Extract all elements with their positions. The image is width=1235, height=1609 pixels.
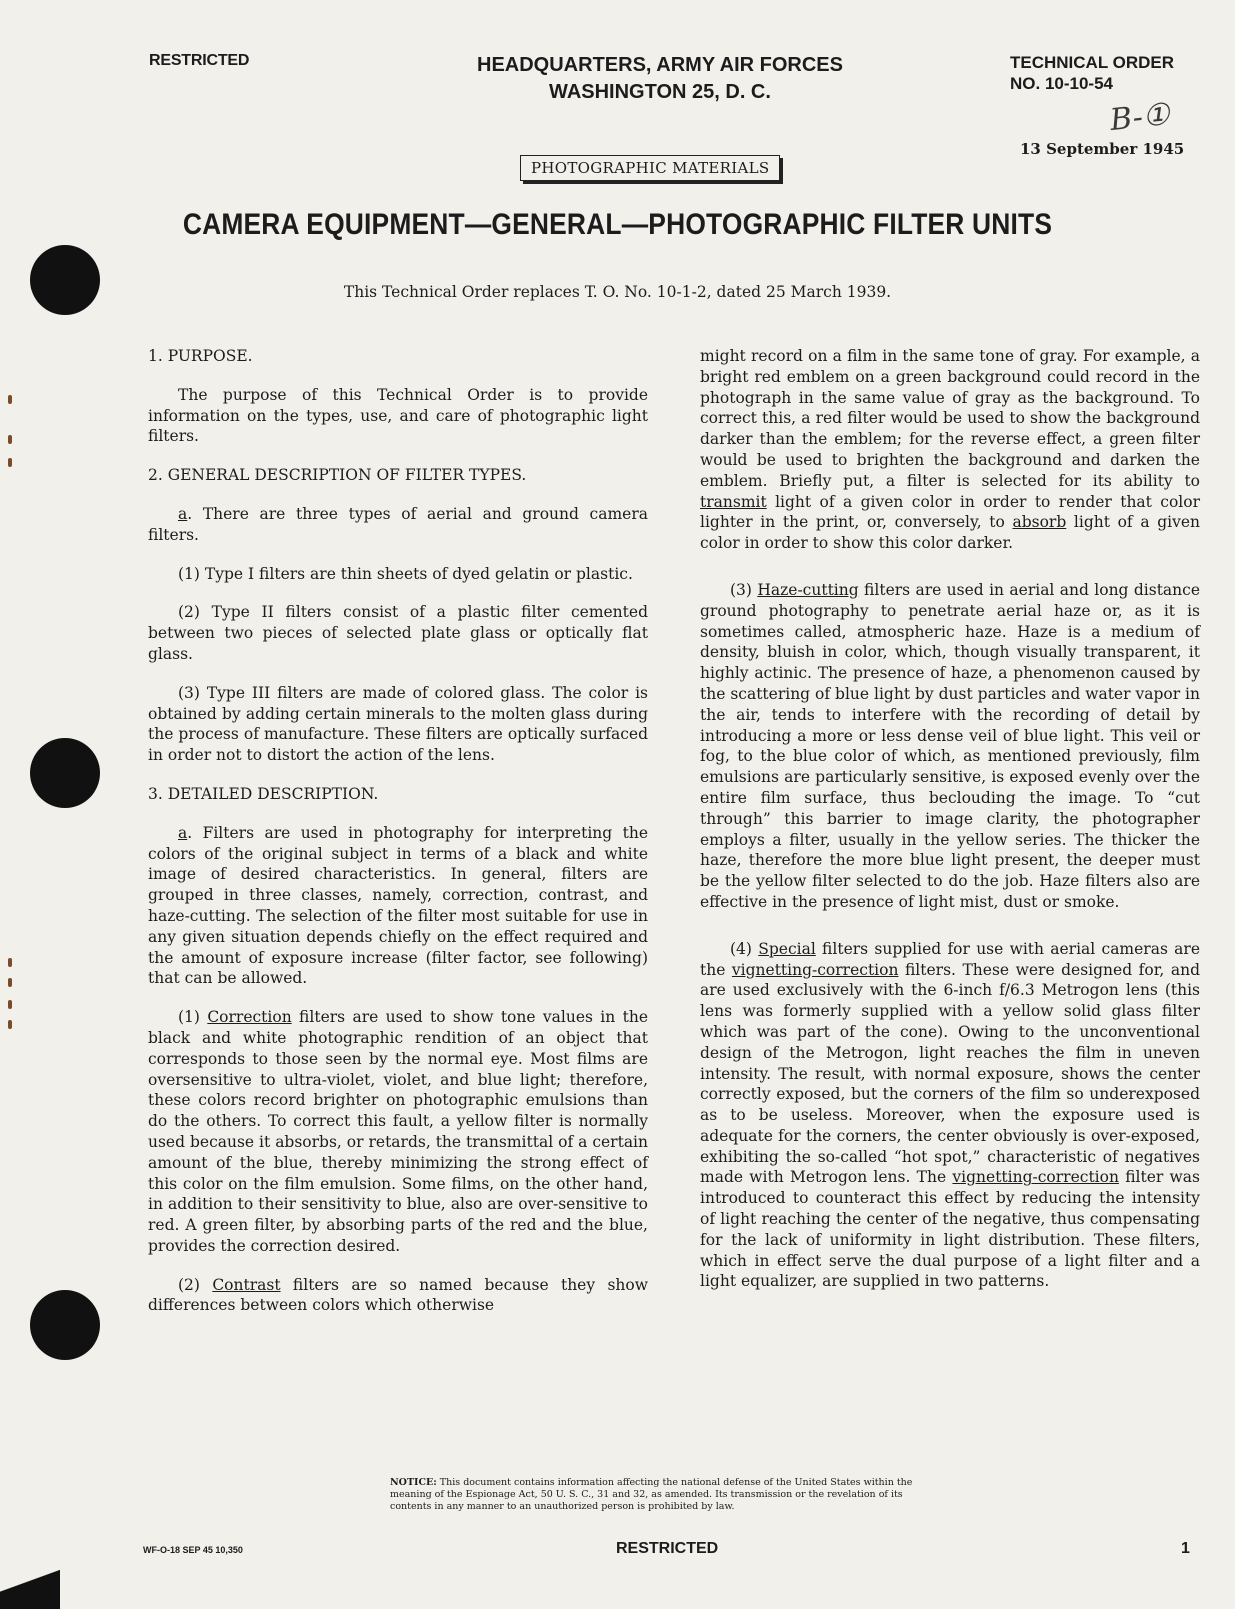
to-number: NO. 10-10-54 — [1010, 74, 1113, 93]
to-label: TECHNICAL ORDER — [1010, 53, 1175, 72]
para-label: a — [178, 504, 188, 523]
type-3-paragraph: (3) Type III filters are made of colored glass. The color is obtained by adding certain minerals to the molten glass during the process of manufacture. These filters are optically surfaced in order not to distort the action of the lens. — [148, 683, 648, 765]
para-label: a — [178, 823, 188, 842]
term-transmit: transmit — [700, 492, 767, 511]
section-1-text: The purpose of this Technical Order is to provide information on the types, use, and care of photographic light filters. — [148, 385, 648, 446]
section-2a-paragraph: a. There are three types of aerial and ground camera filters. — [148, 504, 648, 544]
technical-order-number — [1010, 52, 1174, 94]
section-2-heading: 2. GENERAL DESCRIPTION OF FILTER TYPES. — [148, 466, 527, 485]
category-box: PHOTOGRAPHIC MATERIALS — [520, 155, 780, 181]
binding-mark-icon — [8, 978, 12, 987]
binding-mark-icon — [8, 1020, 12, 1029]
term-vignetting-correction: vignetting-correction — [731, 960, 899, 979]
supersedes-note: This Technical Order replaces T. O. No. 10-1-2, dated 25 March 1939. — [343, 283, 892, 301]
left-column — [148, 346, 648, 1334]
section-3a-paragraph: a. Filters are used in photography for interpreting the colors of the original subject in terms of a black and white image of desired characteristics. In general, filters are grouped in three classes, namely, correction, contrast, and haze-cutting. The selection of the filter most suitable for use in any given situation depends chiefly on the effect required and the amount of exposure increase (filter factor, see following) that can be allowed. — [148, 823, 648, 988]
issue-date: 13 September 1945 — [1020, 140, 1185, 158]
special-filters-paragraph: (4) Special filters supplied for use with aerial cameras are the vignetting-correction filters. These were designed for, and are used exclusively with the 6-inch f/6.3 Metrogon lens (this lens was formerly supplied with a yellow solid glass filter which was part of the cone). Owing to the unconventional design of the Metrogon, light reaches the film in uneven intensity. The result, with normal exposure, shows the center correctly exposed, but the corners of the film so underexposed as to be useless. Moreover, when the exposure used is adequate for the corners, the center obviously is over-exposed, exhibiting the so-called “hot spot,” characteristic of negatives made with Metrogon lens. The vignetting-correction filter was introduced to counteract this effect by reducing the intensity of light reaching the center of the negative, thus compensating for the lack of uniformity in light distribution. These filters, which in effect serve the dual purpose of a light filter and a light equalizer, are supplied in two patterns. — [700, 939, 1200, 1291]
contrast-filters-paragraph: (2) Contrast filters are so named because they show differences between colors which otherwise — [148, 1275, 648, 1315]
binding-mark-icon — [8, 958, 12, 967]
term-correction: Correction — [207, 1008, 292, 1027]
punch-hole-icon — [30, 245, 100, 315]
type-2-paragraph: (2) Type II filters consist of a plastic filter cemented between two pieces of selected plate glass or optically flat glass. — [148, 603, 648, 663]
print-code: WF-O-18 SEP 45 10,350 — [143, 1545, 243, 1555]
punch-hole-icon — [30, 738, 100, 808]
contrast-continuation: might record on a film in the same tone of gray. For example, a bright red emblem on a green background could record in the photograph in the same value of gray as the background. To correct this, a red filter would be used to show the background darker than the emblem; for the reverse effect, a green filter would be used to brighten the background and darken the emblem. Briefly put, a filter is selected for its ability to transmit light of a given color in order to render that color lighter in the print, or, conversely, to absorb light of a given color in order to show this color darker. — [700, 347, 1200, 553]
binding-mark-icon — [8, 395, 12, 404]
binding-mark-icon — [8, 458, 12, 467]
binding-mark-icon — [8, 1000, 12, 1009]
security-notice: NOTICE: This document contains information affecting the national defense of the United States within the meaning of the Espionage Act, 50 U. S. C., 31 and 32, as amended. Its transmission or the revelation of its contents in any manner to an unauthorized person is prohibited by law. — [390, 1477, 913, 1512]
scan-corner-shadow — [0, 1565, 60, 1609]
document-title: CAMERA EQUIPMENT—GENERAL—PHOTOGRAPHIC FILTER UNITS — [182, 208, 1053, 241]
correction-filters-paragraph: (1) Correction filters are used to show tone values in the black and white photographic rendition of an object that corresponds to those seen by the normal eye. Most films are oversensitive to ultra-violet, violet, and blue light; therefore, these colors record brighter on photographic emulsions than do the others. To correct this fault, a yellow filter is normally used because it absorbs, or retards, the transmittal of a certain amount of the blue, thereby minimizing the strong effect of this color on the film emulsion. Some films, on the other hand, in addition to their sensitivity to blue, also are over-sensitive to red. A green filter, by absorbing parts of the red and the blue, provides the correction desired. — [148, 1008, 648, 1255]
classification-bottom: RESTRICTED — [616, 1540, 719, 1557]
haze-cutting-paragraph: (3) Haze-cutting filters are used in aerial and long distance ground photography to penetrate aerial haze or, as it is sometimes called, atmospheric haze. Haze is a medium of density, bluish in color, which, though visually transparent, it highly actinic. The presence of haze, a phenomenon caused by the scattering of blue light by dust particles and water vapor in the air, tends to interfere with the recording of detail by introducing a more or less dense veil of blue light. This veil or fog, to the blue color of which, as mentioned previously, film emulsions are particularly sensitive, is exposed evenly over the entire film surface, thus beclouding the image. To “cut through” this barrier to image clarity, the photographer employs a filter, usually in the yellow series. The thicker the haze, therefore the more blue light present, the deeper must be the yellow filter selected to do the job. Haze filters also are effective in the presence of light mist, dust or smoke. — [700, 580, 1200, 911]
right-column — [700, 346, 1200, 1310]
term-contrast: Contrast — [212, 1275, 281, 1294]
classification-top: RESTRICTED — [149, 52, 250, 69]
section-1-heading: 1. PURPOSE. — [148, 347, 253, 365]
term-vignetting-correction: vignetting-correction — [952, 1168, 1119, 1187]
type-1-paragraph: (1) Type I filters are thin sheets of dyed gelatin or plastic. — [178, 564, 633, 583]
term-special: Special — [758, 939, 816, 958]
page-number: 1 — [1181, 1540, 1190, 1557]
term-absorb: absorb — [1012, 513, 1067, 532]
org-line-1: HEADQUARTERS, ARMY AIR FORCES — [477, 54, 843, 76]
handwritten-annotation: B-① — [1108, 96, 1172, 139]
section-3-heading: 3. DETAILED DESCRIPTION. — [148, 784, 379, 803]
issuing-organization — [430, 52, 890, 106]
org-line-2: WASHINGTON 25, D. C. — [549, 81, 771, 103]
punch-hole-icon — [30, 1290, 100, 1360]
binding-mark-icon — [8, 435, 12, 444]
term-haze-cutting: Haze-cutting — [757, 580, 859, 599]
